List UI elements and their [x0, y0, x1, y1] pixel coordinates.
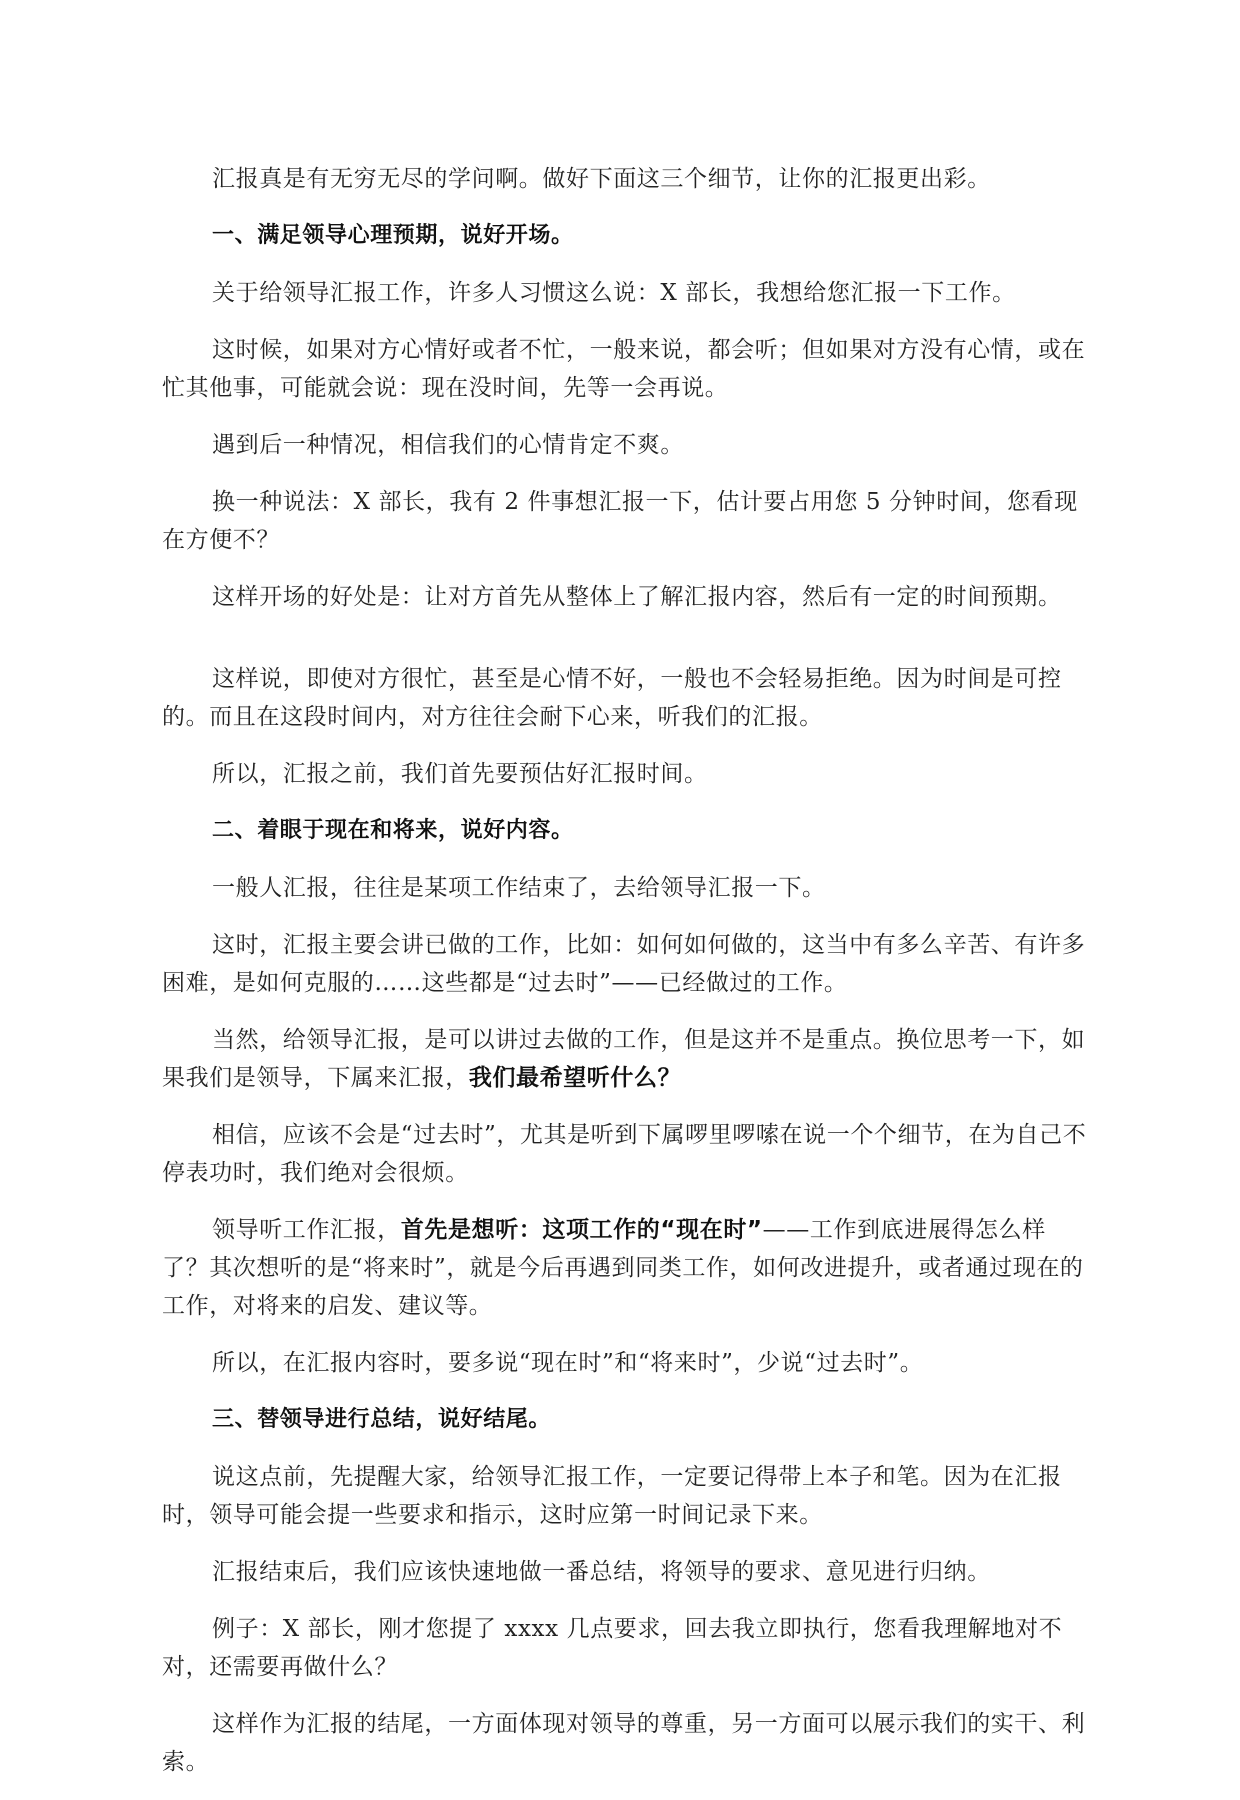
section-1-paragraph-2: 这时候，如果对方心情好或者不忙，一般来说，都会听；但如果对方没有心情，或在忙其他事，可能就会说：现在没时间，先等一会再说。 [162, 337, 1086, 401]
section-1-paragraph-5: 这样开场的好处是：让对方首先从整体上了解汇报内容，然后有一定的时间预期。 [212, 584, 1062, 610]
section-2-paragraph-5-rest: ——工作到底进展得怎么样了？其次想听的是“将来时”，就是今后再遇到同类工作，如何改进提升，或者通过现在的工作，对将来的启发、建议等。 [162, 1217, 1084, 1319]
section-2-paragraph-2: 这时，汇报主要会讲已做的工作，比如：如何如何做的，这当中有多么辛苦、有许多困难，是如何克服的……这些都是“过去时”——已经做过的工作。 [162, 932, 1086, 996]
section-3-paragraph-3: 例子：X 部长，刚才您提了 xxxx 几点要求，回去我立即执行，您看我理解地对不对，还需要再做什么？ [162, 1616, 1063, 1680]
section-2-paragraph-5-emphasis: 首先是想听：这项工作的“现在时” [400, 1217, 763, 1243]
section-1-paragraph-6: 这样说，即使对方很忙，甚至是心情不好，一般也不会轻易拒绝。因为时间是可控的。而且在这段时间内，对方往往会耐下心来，听我们的汇报。 [162, 666, 1062, 730]
section-3-heading: 三、替领导进行总结，说好结尾。 [212, 1407, 552, 1432]
section-2-paragraph-6: 所以，在汇报内容时，要多说“现在时”和“将来时”，少说“过去时”。 [212, 1350, 924, 1376]
section-2-paragraph-5 [162, 1211, 1092, 1325]
section-1-heading: 一、满足领导心理预期，说好开场。 [212, 223, 574, 248]
section-3-paragraph-2: 汇报结束后，我们应该快速地做一番总结，将领导的要求、意见进行归纳。 [212, 1559, 991, 1585]
section-3-paragraph-4: 这样作为汇报的结尾，一方面体现对领导的尊重，另一方面可以展示我们的实干、利索。 [162, 1711, 1086, 1775]
section-2-paragraph-3-text: 当然，给领导汇报，是可以讲过去做的工作，但是这并不是重点。换位思考一下，如果我们是领导，下属来汇报， [162, 1027, 1086, 1091]
intro-paragraph: 汇报真是有无穷无尽的学问啊。做好下面这三个细节，让你的汇报更出彩。 [212, 166, 991, 192]
section-1-paragraph-4: 换一种说法：X 部长，我有 2 件事想汇报一下，估计要占用您 5 分钟时间，您看现在方便不？ [162, 489, 1078, 553]
section-2-paragraph-5-lead: 领导听工作汇报， [212, 1217, 401, 1243]
section-1-paragraph-3: 遇到后一种情况，相信我们的心情肯定不爽。 [212, 432, 684, 458]
section-2-paragraph-3 [162, 1021, 1092, 1097]
section-2-paragraph-3-emphasis: 我们最希望听什么？ [468, 1065, 682, 1091]
section-1-paragraph-7: 所以，汇报之前，我们首先要预估好汇报时间。 [212, 761, 708, 787]
document-body [162, 160, 1092, 1800]
section-3-paragraph-1: 说这点前，先提醒大家，给领导汇报工作，一定要记得带上本子和笔。因为在汇报时，领导可能会提一些要求和指示，这时应第一时间记录下来。 [162, 1464, 1062, 1528]
section-2-paragraph-1: 一般人汇报，往往是某项工作结束了，去给领导汇报一下。 [212, 875, 826, 901]
section-1-paragraph-1: 关于给领导汇报工作，许多人习惯这么说：X 部长，我想给您汇报一下工作。 [212, 280, 1016, 306]
section-2-paragraph-4: 相信，应该不会是“过去时”，尤其是听到下属啰里啰嗦在说一个个细节，在为自己不停表功时，我们绝对会很烦。 [162, 1122, 1087, 1186]
section-2-heading: 二、着眼于现在和将来，说好内容。 [212, 818, 574, 843]
